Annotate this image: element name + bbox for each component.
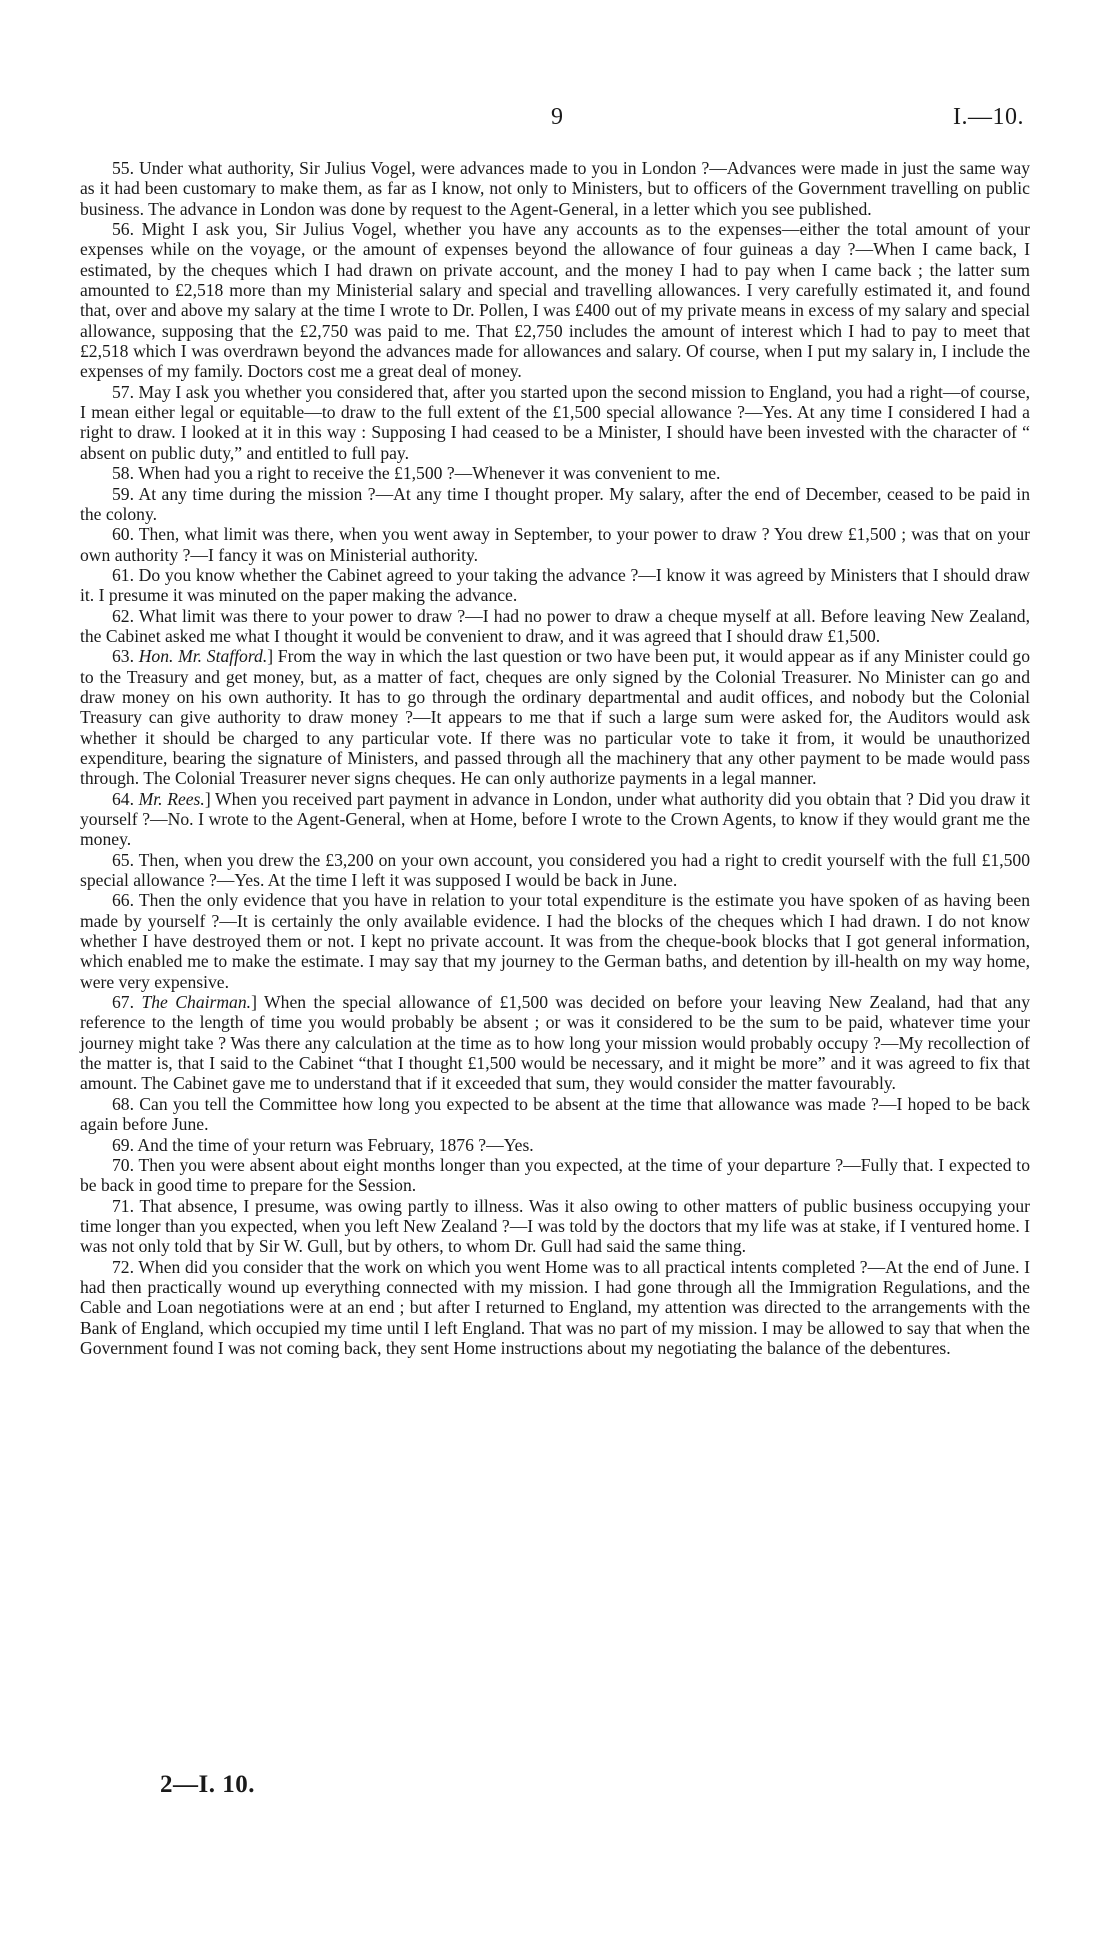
- evidence-paragraph: 58. When had you a right to receive the £1,500 ?—Whenever it was convenient to me.: [112, 463, 721, 484]
- evidence-paragraph: 65. Then, when you drew the £3,200 on your own account, you considered you had a right to credit yourself with the full £1,500 special allowance ?—Yes. At the time I left it was supposed I would be back in June.: [80, 849, 1030, 891]
- evidence-paragraph: 57. May I ask you whether you considered that, after you started upon the second mission to England, you had a right—of course, I mean either legal or equitable—to draw to the full extent of the £1,500 special allowance ?—Yes. At any time I considered I had a right to draw. I looked at it in this way : Supposing I had ceased to be a Minister, I should have been invested with the character of “ absent on public duty,” and entitled to full pay.: [80, 381, 1030, 463]
- evidence-paragraph: 62. What limit was there to your power to draw ?—I had no power to draw a cheque myself at all. Before leaving New Zealand, the Cabinet asked me what I thought it would be convenient to draw, and it was agreed that I should draw £1,500.: [80, 605, 1030, 646]
- page-number: 9: [551, 104, 563, 130]
- evidence-paragraph: 55. Under what authority, Sir Julius Vogel, were advances made to you in London ?—Advances were made in just the same way as it had been customary to make them, as far as I know, not only to Ministers, but to officers of the Government travelling on public business. The advance in London was done by request to the Agent-General, in a letter which you see published.: [80, 158, 1030, 219]
- evidence-paragraph: 69. And the time of your return was February, 1876 ?—Yes.: [112, 1134, 534, 1155]
- evidence-paragraph: 56. Might I ask you, Sir Julius Vogel, whether you have any accounts as to the expenses—either the total amount of your expenses while on the voyage, or the amount of expenses beyond the allowance of four guineas a day ?—When I came back, I estimated, by the cheques which I had drawn on private account, and the money I had to pay when I came back ; the latter sum amounted to £2,518 more than my Ministerial salary and special and travelling allowances. I very carefully estimated it, and found that, over and above my salary at the time I wrote to Dr. Pollen, I was £400 out of my private means in excess of my salary and special allowance, supposing that the £2,750 was paid to me. That £2,750 includes the amount of interest which I had to pay to meet that £2,518 which I was overdrawn beyond the advances made for allowances and salary. Of course, when I put my salary in, I include the expenses of my family. Doctors cost me a great deal of money.: [80, 219, 1030, 382]
- evidence-paragraph: 59. At any time during the mission ?—At any time I thought proper. My salary, after the end of December, ceased to be paid in the colony.: [80, 483, 1030, 524]
- evidence-paragraph: 68. Can you tell the Committee how long you expected to be absent at the time that allowance was made ?—I hoped to be back again before June.: [80, 1093, 1030, 1135]
- document-reference: I.—10.: [953, 104, 1024, 130]
- evidence-paragraph: 64. Mr. Rees.] When you received part payment in advance in London, under what authority did you obtain that ? Did you draw it yourself ?—No. I wrote to the Agent-General, when at Home, before I wrote to the Crown Agents, to know if they would grant me the money.: [80, 788, 1030, 850]
- evidence-paragraph: 61. Do you know whether the Cabinet agreed to your taking the advance ?—I know it was agreed by Ministers that I should draw it. I presume it was minuted on the paper making the advance.: [80, 564, 1030, 606]
- signature-mark: 2—I. 10.: [160, 1771, 255, 1798]
- evidence-paragraph: 71. That absence, I presume, was owing partly to illness. Was it also owing to other matters of public business occupying your time longer than you expected, when you left New Zealand ?—I was told by the doctors that my life was at stake, if I ventured home. I was not only told that by Sir W. Gull, but by others, to whom Dr. Gull had said the same thing.: [80, 1195, 1030, 1257]
- page-header: [0, 104, 1114, 132]
- evidence-paragraph: 70. Then you were absent about eight months longer than you expected, at the time of your departure ?—Fully that. I expected to be back in good time to prepare for the Session.: [80, 1154, 1030, 1196]
- speaker-name: Hon. Mr. Stafford.: [138, 646, 268, 667]
- speaker-name: The Chairman.: [141, 992, 252, 1013]
- evidence-paragraph: 60. Then, what limit was there, when you went away in September, to your power to draw ? You drew £1,500 ; was that on your own authority ?—I fancy it was on Ministerial authority.: [80, 524, 1030, 565]
- evidence-paragraph: 66. Then the only evidence that you have in relation to your total expenditure is the estimate you have spoken of as having been made by yourself ?—It is certainly the only available evidence. I had the blocks of the cheques which I had drawn. I do not know whether I have destroyed them or not. I kept no private account. It was from the cheque-book blocks that I got general information, which enabled me to make the estimate. I may say that my journey to the German baths, and detention by ill-health on my way home, were very expensive.: [80, 890, 1030, 992]
- speaker-name: Mr. Rees.: [138, 788, 205, 809]
- evidence-paragraph: 72. When did you consider that the work on which you went Home was to all practical intents completed ?—At the end of June. I had then practically wound up everything connected with my mission. I had gone through all the Immigration Regulations, and the Cable and Loan negotiations were at an end ; but after I returned to England, my attention was directed to the arrangements with the Bank of England, which occupied my time until I left England. That was no part of my mission. I may be allowed to say that when the Government found I was not coming back, they sent Home instructions about my negotiating the balance of the debentures.: [80, 1256, 1030, 1358]
- evidence-paragraph: 67. The Chairman.] When the special allowance of £1,500 was decided on before your leaving New Zealand, had that any reference to the length of time you would probably be absent ; or was it considered to be the sum to be paid, whatever time your journey might take ? Was there any calculation at the time as to how long your mission would probably occupy ?—My recollection of the matter is, that I said to the Cabinet “that I thought £1,500 would be necessary, and it might be more” and it was agreed to fix that amount. The Cabinet gave me to understand that if it exceeded that sum, they would consider the matter favourably.: [80, 992, 1031, 1094]
- page-body: [80, 158, 1030, 1358]
- evidence-paragraph: 63. Hon. Mr. Stafford.] From the way in which the last question or two have been put, it would appear as if any Minister could go to the Treasury and get money, but, as a matter of fact, cheques are only signed by the Colonial Treasurer. No Minister can go and draw money on his own authority. It has to go through the ordinary departmental and audit offices, and nobody but the Colonial Treasury can give authority to draw money ?—It appears to me that if such a large sum were asked for, the Auditors would ask whether it should be charged to any particular vote. If there was no particular vote to take it from, it would be unauthorized expenditure, bearing the signature of Ministers, and passed through all the machinery that any other payment to be made would pass through. The Colonial Treasurer never signs cheques. He can only authorize payments in a legal manner.: [80, 646, 1031, 789]
